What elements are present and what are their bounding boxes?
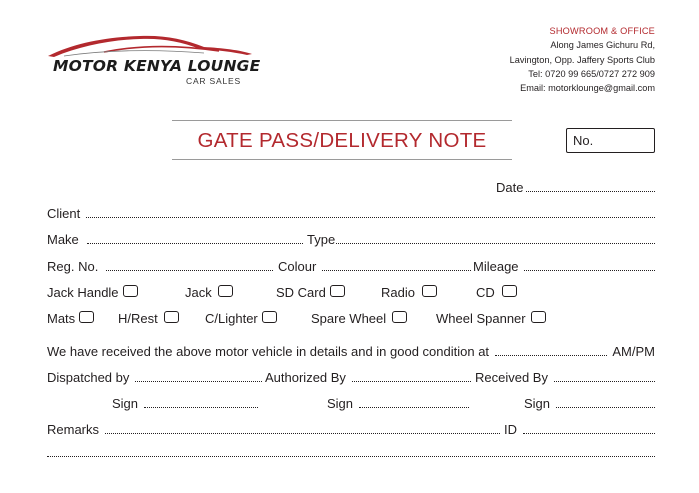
sd-card-checkbox[interactable] (330, 285, 345, 297)
make-blank[interactable] (87, 233, 303, 244)
id-field[interactable] (504, 422, 655, 437)
remarks-continuation-blank[interactable] (47, 446, 655, 457)
wheel-spanner-item (436, 311, 546, 326)
mats-label: Mats (47, 311, 76, 326)
receiver-sign-blank[interactable] (556, 397, 655, 408)
time-blank[interactable] (495, 345, 607, 356)
dispatched-by-blank[interactable] (135, 371, 262, 382)
accessories-row-1 (47, 285, 655, 303)
cd-item (476, 285, 517, 300)
contact-email: Email: motorklounge@gmail.com (520, 83, 655, 94)
make-type-row (47, 232, 655, 250)
received-by-blank[interactable] (554, 371, 655, 382)
type-label: Type (307, 232, 336, 247)
client-row (47, 206, 655, 224)
sd-card-label: SD Card (276, 285, 326, 300)
receiver-sign-label: Sign (524, 396, 551, 411)
dispatched-by-field[interactable] (47, 370, 262, 385)
jack-handle-label: Jack Handle (47, 285, 119, 300)
wheel-spanner-checkbox[interactable] (531, 311, 546, 323)
date-row (47, 180, 655, 198)
c-lighter-label: C/Lighter (205, 311, 258, 326)
company-logo (44, 30, 259, 90)
jack-label: Jack (185, 285, 212, 300)
mileage-label: Mileage (473, 259, 519, 274)
contact-address-line1: Along James Gichuru Rd, (550, 40, 655, 51)
logo-tagline: CAR SALES (186, 76, 241, 86)
sign-row (47, 396, 655, 414)
remarks-blank[interactable] (105, 423, 500, 434)
jack-handle-item (47, 285, 138, 300)
mileage-field[interactable] (473, 259, 655, 274)
statement-field[interactable] (47, 344, 655, 359)
remarks-continuation-field[interactable] (47, 446, 655, 457)
accessories-row-2 (47, 311, 655, 329)
mats-item (47, 311, 94, 326)
colour-field[interactable] (278, 259, 471, 274)
id-label: ID (504, 422, 517, 437)
title-banner (172, 120, 512, 160)
authorizer-sign-field[interactable] (327, 396, 469, 411)
contact-phone: Tel: 0720 99 665/0727 272 909 (528, 68, 655, 79)
client-label: Client (47, 206, 81, 221)
receiver-sign-field[interactable] (524, 396, 655, 411)
reg-no-field[interactable] (47, 259, 273, 274)
remarks-row (47, 422, 655, 440)
dispatcher-sign-label: Sign (112, 396, 139, 411)
spare-wheel-checkbox[interactable] (392, 311, 407, 323)
spare-wheel-item (311, 311, 407, 326)
authorized-by-blank[interactable] (352, 371, 471, 382)
statement-text: We have received the above motor vehicle in details and in good condition at (47, 344, 490, 359)
cd-label: CD (476, 285, 495, 300)
dispatched-by-label: Dispatched by (47, 370, 130, 385)
date-field[interactable] (496, 180, 655, 195)
radio-item (381, 285, 437, 300)
mats-checkbox[interactable] (79, 311, 94, 323)
make-label: Make (47, 232, 79, 247)
jack-handle-checkbox[interactable] (123, 285, 138, 297)
radio-checkbox[interactable] (422, 285, 437, 297)
received-by-label: Received By (475, 370, 548, 385)
reg-no-blank[interactable] (106, 260, 273, 271)
contact-block (510, 24, 655, 95)
reg-colour-mileage-row (47, 259, 655, 277)
h-rest-checkbox[interactable] (164, 311, 179, 323)
c-lighter-item (205, 311, 277, 326)
logo-wordmark: MOTOR KENYA LOUNGE (53, 57, 261, 75)
id-blank[interactable] (523, 423, 655, 434)
authorizer-sign-blank[interactable] (359, 397, 469, 408)
reg-no-label: Reg. No. (47, 259, 99, 274)
client-field[interactable] (47, 206, 655, 221)
spare-wheel-label: Spare Wheel (311, 311, 387, 326)
dispatcher-sign-blank[interactable] (144, 397, 258, 408)
ampm-label: AM/PM (612, 344, 655, 359)
date-label: Date (496, 180, 524, 195)
h-rest-item (118, 311, 179, 326)
jack-item (185, 285, 233, 300)
authorizer-sign-label: Sign (327, 396, 354, 411)
signatories-row (47, 370, 655, 388)
h-rest-label: H/Rest (118, 311, 158, 326)
colour-label: Colour (278, 259, 317, 274)
remarks-field[interactable] (47, 422, 500, 437)
remarks-label: Remarks (47, 422, 100, 437)
cd-checkbox[interactable] (502, 285, 517, 297)
contact-heading: SHOWROOM & OFFICE (549, 26, 655, 36)
remarks-continuation-row (47, 446, 655, 464)
type-field[interactable] (307, 232, 655, 247)
contact-address-line2: Lavington, Opp. Jaffery Sports Club (509, 54, 655, 65)
sd-card-item (276, 285, 345, 300)
date-blank[interactable] (526, 181, 655, 192)
authorized-by-label: Authorized By (265, 370, 346, 385)
c-lighter-checkbox[interactable] (262, 311, 277, 323)
authorized-by-field[interactable] (265, 370, 471, 385)
number-label: No. (573, 133, 594, 148)
type-blank[interactable] (336, 233, 655, 244)
car-silhouette-icon (44, 30, 259, 60)
colour-blank[interactable] (322, 260, 471, 271)
mileage-blank[interactable] (524, 260, 655, 271)
statement-row (47, 344, 655, 362)
radio-label: Radio (381, 285, 415, 300)
received-by-field[interactable] (475, 370, 655, 385)
document-title: GATE PASS/DELIVERY NOTE (197, 129, 487, 152)
number-box[interactable] (566, 128, 655, 153)
client-blank[interactable] (86, 207, 655, 218)
make-field[interactable] (47, 232, 303, 247)
jack-checkbox[interactable] (218, 285, 233, 297)
dispatcher-sign-field[interactable] (112, 396, 258, 411)
wheel-spanner-label: Wheel Spanner (436, 311, 526, 326)
